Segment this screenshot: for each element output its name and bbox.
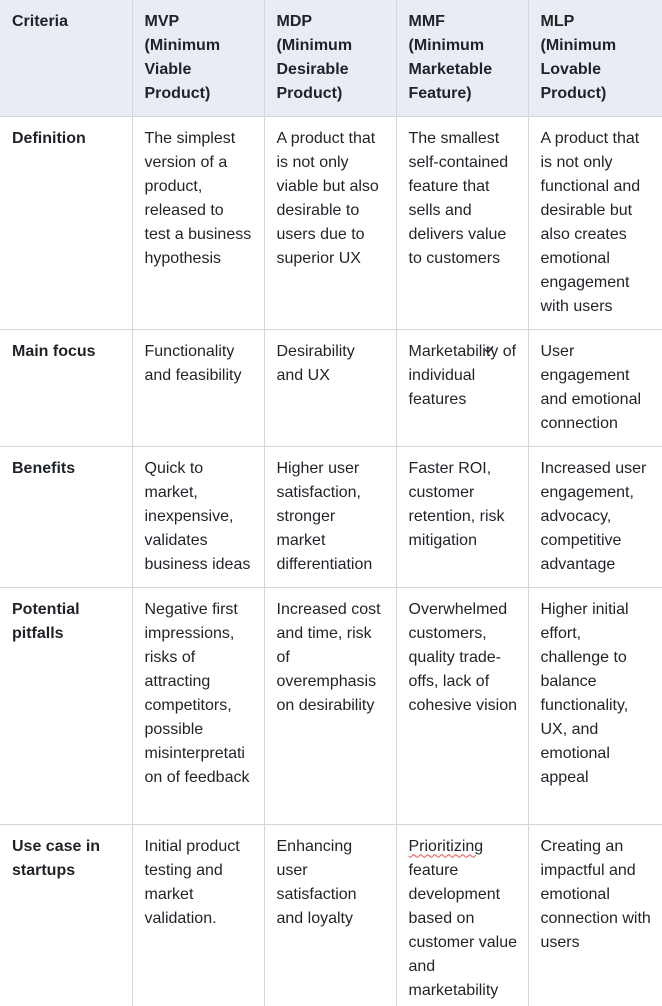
header-mmf: MMF (Minimum Marketable Feature)	[396, 0, 528, 116]
cell-use-case-mmf-rest: feature development based on customer value and marketability	[408, 861, 517, 999]
cell-pitfalls-mmf: Overwhelmed customers, quality trade-offs, lack of cohesive vision	[396, 587, 528, 824]
header-mlp: MLP (Minimum Lovable Product)	[528, 0, 662, 116]
header-mvp: MVP (Minimum Viable Product)	[132, 0, 264, 116]
table-header-row	[0, 0, 662, 116]
cell-pitfalls-mlp: Higher initial effort, challenge to balance functionality, UX, and emotional appeal	[528, 587, 662, 824]
row-label-use-case: Use case in startups	[0, 824, 132, 1006]
cell-main-focus-mmf	[396, 329, 528, 446]
cell-definition-mmf: The smallest self-contained feature that sells and delivers value to customers	[396, 116, 528, 329]
cell-use-case-mlp: Creating an impactful and emotional connection with users	[528, 824, 662, 1006]
cell-benefits-mmf: Faster ROI, customer retention, risk mitigation	[396, 446, 528, 587]
row-label-potential-pitfalls: Potential pitfalls	[0, 587, 132, 824]
header-mdp: MDP (Minimum Desirable Product)	[264, 0, 396, 116]
table-row-benefits	[0, 446, 662, 587]
cell-benefits-mvp: Quick to market, inexpensive, validates business ideas	[132, 446, 264, 587]
header-criteria: Criteria	[0, 0, 132, 116]
cell-main-focus-mmf-text: Marketability of individual features	[408, 342, 517, 408]
cell-pitfalls-mvp: Negative first impressions, risks of attracting competitors, possible misinterpretation of feedback	[132, 587, 264, 824]
checkmark-cursor-icon	[484, 345, 494, 355]
table-row-main-focus	[0, 329, 662, 446]
cell-benefits-mdp: Higher user satisfaction, stronger market differentiation	[264, 446, 396, 587]
cell-pitfalls-mdp: Increased cost and time, risk of overemphasis on desirability	[264, 587, 396, 824]
cell-main-focus-mvp: Functionality and feasibility	[132, 329, 264, 446]
cell-use-case-mmf	[396, 824, 528, 1006]
spellcheck-underlined-word: Prioritizing	[408, 837, 484, 855]
cell-definition-mlp: A product that is not only functional and desirable but also creates emotional engagement with users	[528, 116, 662, 329]
row-label-benefits: Benefits	[0, 446, 132, 587]
cell-use-case-mdp: Enhancing user satisfaction and loyalty	[264, 824, 396, 1006]
cell-benefits-mlp: Increased user engagement, advocacy, competitive advantage	[528, 446, 662, 587]
table-row-potential-pitfalls	[0, 587, 662, 824]
table-row-definition	[0, 116, 662, 329]
cell-main-focus-mlp: User engagement and emotional connection	[528, 329, 662, 446]
cell-definition-mvp: The simplest version of a product, released to test a business hypothesis	[132, 116, 264, 329]
row-label-main-focus: Main focus	[0, 329, 132, 446]
table-row-use-case	[0, 824, 662, 1006]
cell-definition-mdp: A product that is not only viable but also desirable to users due to superior UX	[264, 116, 396, 329]
cell-main-focus-mdp: Desirability and UX	[264, 329, 396, 446]
cell-use-case-mvp: Initial product testing and market validation.	[132, 824, 264, 1006]
row-label-definition: Definition	[0, 116, 132, 329]
